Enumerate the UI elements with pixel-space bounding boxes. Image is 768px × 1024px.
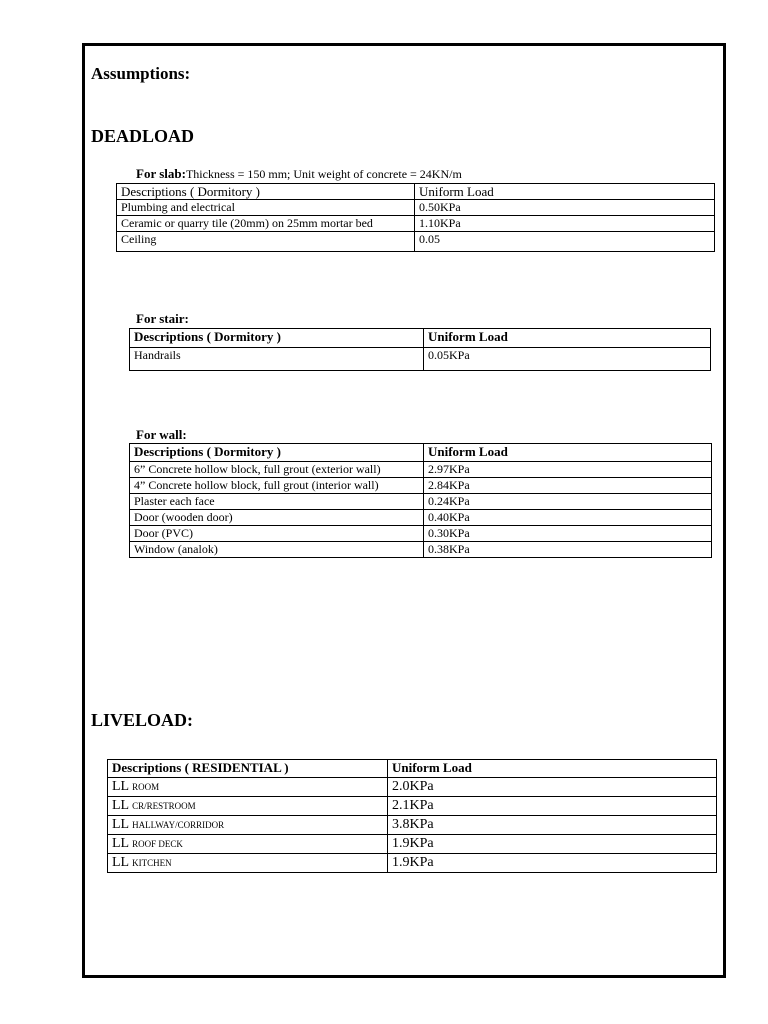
row-load: 1.9KPa: [388, 854, 717, 873]
row-description: Ceramic or quarry tile (20mm) on 25mm mortar bed: [117, 216, 415, 232]
row-load: 0.50KPa: [415, 200, 715, 216]
header-description: Descriptions ( Dormitory ): [130, 444, 424, 462]
header-description: Descriptions ( Dormitory ): [130, 329, 424, 348]
ll-subscript: ROOF DECK: [132, 839, 183, 849]
table-row: [108, 854, 717, 873]
row-load: 0.40KPa: [424, 510, 712, 526]
row-description: Handrails: [130, 348, 424, 371]
ll-prefix: LL: [112, 855, 129, 870]
row-load: 2.97KPa: [424, 462, 712, 478]
table-row: [130, 526, 712, 542]
row-load: 0.05: [415, 232, 715, 252]
ll-subscript: ROOM: [132, 782, 160, 792]
table-row: [130, 510, 712, 526]
row-load: 1.10KPa: [415, 216, 715, 232]
row-load: 0.05KPa: [424, 348, 711, 371]
row-load: 2.84KPa: [424, 478, 712, 494]
row-load: 2.1KPa: [388, 797, 717, 816]
table-row: [130, 542, 712, 558]
row-description: [108, 835, 388, 854]
slab-caption: [136, 166, 462, 182]
row-description: Plumbing and electrical: [117, 200, 415, 216]
ll-prefix: LL: [112, 779, 129, 794]
table-row: [117, 200, 715, 216]
row-load: 0.38KPa: [424, 542, 712, 558]
row-description: Door (wooden door): [130, 510, 424, 526]
ll-subscript: KITCHEN: [132, 858, 172, 868]
table-row: [130, 494, 712, 510]
ll-prefix: LL: [112, 817, 129, 832]
liveload-table: [107, 759, 717, 873]
stair-caption: For stair:: [136, 311, 189, 326]
table-row: [108, 816, 717, 835]
table-header-row: [117, 184, 715, 200]
row-description: 4” Concrete hollow block, full grout (interior wall): [130, 478, 424, 494]
row-description: [108, 778, 388, 797]
row-description: [108, 854, 388, 873]
row-load: 0.24KPa: [424, 494, 712, 510]
deadload-heading: DEADLOAD: [91, 126, 195, 146]
wall-table: [129, 443, 712, 558]
row-description: Ceiling: [117, 232, 415, 252]
ll-prefix: LL: [112, 836, 129, 851]
row-load: 2.0KPa: [388, 778, 717, 797]
table-row: [130, 478, 712, 494]
table-header-row: [108, 760, 717, 778]
assumptions-heading: Assumptions:: [91, 64, 191, 83]
liveload-heading: LIVELOAD:: [91, 710, 194, 730]
header-uniform-load: Uniform Load: [415, 184, 715, 200]
slab-table: [116, 183, 715, 252]
table-header-row: [130, 329, 711, 348]
header-description: Descriptions ( Dormitory ): [117, 184, 415, 200]
row-description: 6” Concrete hollow block, full grout (exterior wall): [130, 462, 424, 478]
slab-caption-detail: Thickness = 150 mm; Unit weight of concrete = 24KN/m: [185, 167, 462, 181]
row-description: [108, 797, 388, 816]
table-row: [117, 232, 715, 252]
row-description: Door (PVC): [130, 526, 424, 542]
row-description: [108, 816, 388, 835]
table-row: [130, 462, 712, 478]
ll-prefix: LL: [112, 798, 129, 813]
header-uniform-load: Uniform Load: [424, 329, 711, 348]
slab-caption-label: For slab:: [136, 166, 186, 181]
wall-caption: For wall:: [136, 427, 187, 442]
table-header-row: [130, 444, 712, 462]
header-uniform-load: Uniform Load: [388, 760, 717, 778]
table-row: [130, 348, 711, 371]
header-uniform-load: Uniform Load: [424, 444, 712, 462]
table-row: [108, 797, 717, 816]
row-load: 0.30KPa: [424, 526, 712, 542]
table-row: [108, 835, 717, 854]
row-load: 1.9KPa: [388, 835, 717, 854]
header-description: Descriptions ( RESIDENTIAL ): [108, 760, 388, 778]
row-description: Window (analok): [130, 542, 424, 558]
row-load: 3.8KPa: [388, 816, 717, 835]
table-row: [108, 778, 717, 797]
row-description: Plaster each face: [130, 494, 424, 510]
table-row: [117, 216, 715, 232]
stair-table: [129, 328, 711, 371]
ll-subscript: HALLWAY/CORRIDOR: [132, 820, 225, 830]
ll-subscript: CR/RESTROOM: [132, 801, 196, 811]
